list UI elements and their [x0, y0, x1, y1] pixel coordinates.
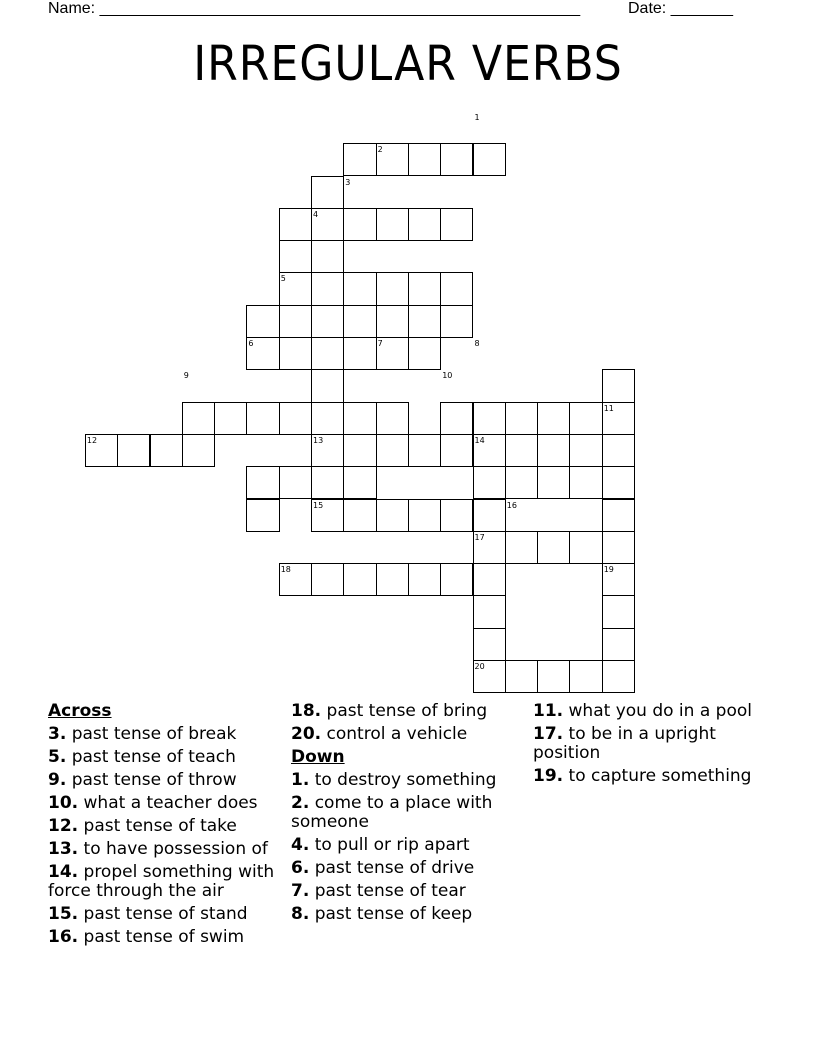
- clue-text: past tense of drive: [309, 858, 475, 878]
- grid-cell[interactable]: [602, 466, 635, 499]
- grid-cell[interactable]: [537, 434, 570, 467]
- grid-cell[interactable]: [343, 466, 376, 499]
- grid-cell[interactable]: [602, 531, 635, 564]
- clue-text: to capture something: [563, 766, 752, 786]
- clue-number: 20.: [291, 724, 322, 744]
- grid-cell[interactable]: [343, 305, 376, 338]
- across-clue: [48, 905, 284, 924]
- across-clue: [48, 771, 284, 790]
- down-clue: [533, 767, 753, 786]
- clue-text: what a teacher does: [78, 793, 258, 813]
- grid-cell[interactable]: [246, 305, 279, 338]
- grid-cell[interactable]: [150, 434, 183, 467]
- clue-text: past tense of stand: [78, 904, 248, 924]
- clue-text: to pull or rip apart: [309, 835, 470, 855]
- name-field-label: Name: ______________________________________________________: [48, 0, 581, 17]
- grid-cell[interactable]: [602, 434, 635, 467]
- grid-cell[interactable]: [246, 499, 279, 532]
- grid-cell[interactable]: [440, 208, 473, 241]
- down-clue: [291, 794, 521, 832]
- grid-clue-number: 2: [377, 145, 383, 155]
- grid-cell[interactable]: [376, 499, 409, 532]
- grid-cell[interactable]: [473, 466, 506, 499]
- clue-text: past tense of bring: [321, 701, 488, 721]
- clue-number: 19.: [533, 766, 564, 786]
- grid-clue-number: 10: [442, 371, 453, 381]
- clue-text: past tense of teach: [66, 747, 236, 767]
- grid-cell[interactable]: [376, 305, 409, 338]
- grid-cell[interactable]: [440, 272, 473, 305]
- grid-cell[interactable]: [440, 402, 473, 435]
- grid-cell[interactable]: [311, 337, 344, 370]
- grid-cell[interactable]: [440, 563, 473, 596]
- grid-cell[interactable]: [311, 563, 344, 596]
- clue-number: 16.: [48, 927, 79, 947]
- grid-clue-number: 16: [506, 500, 517, 510]
- grid-cell[interactable]: [569, 402, 602, 435]
- clue-number: 11.: [533, 701, 564, 721]
- clue-text: past tense of take: [78, 816, 237, 836]
- clue-number: 12.: [48, 816, 79, 836]
- clue-number: 10.: [48, 793, 79, 813]
- page-title: IRREGULAR VERBS: [193, 36, 623, 92]
- grid-cell[interactable]: [440, 499, 473, 532]
- grid-clue-number: 11: [603, 403, 614, 413]
- grid-cell[interactable]: [408, 305, 441, 338]
- clue-number: 4.: [291, 835, 310, 855]
- grid-cell[interactable]: [537, 531, 570, 564]
- grid-cell[interactable]: [408, 143, 441, 176]
- clue-number: 2.: [291, 793, 310, 813]
- grid-cell[interactable]: [182, 434, 215, 467]
- grid-cell[interactable]: [279, 305, 312, 338]
- grid-cell[interactable]: [246, 466, 279, 499]
- clue-number: 18.: [291, 701, 322, 721]
- clue-column-3: [533, 702, 753, 790]
- clue-text: what you do in a pool: [563, 701, 752, 721]
- grid-cell[interactable]: [602, 499, 635, 532]
- clue-number: 17.: [533, 724, 564, 744]
- clue-number: 7.: [291, 881, 310, 901]
- clue-number: 8.: [291, 904, 310, 924]
- grid-clue-number: 3: [345, 177, 351, 187]
- grid-cell[interactable]: [537, 402, 570, 435]
- clue-text: past tense of throw: [66, 770, 237, 790]
- grid-cell[interactable]: [473, 499, 506, 532]
- grid-cell[interactable]: [343, 434, 376, 467]
- grid-cell[interactable]: [376, 402, 409, 435]
- clue-number: 3.: [48, 724, 67, 744]
- grid-cell[interactable]: [279, 337, 312, 370]
- across-clue: [48, 863, 284, 901]
- grid-cell[interactable]: [473, 563, 506, 596]
- grid-cell[interactable]: [376, 208, 409, 241]
- grid-cell[interactable]: [602, 628, 635, 661]
- grid-clue-number: 7: [377, 339, 383, 348]
- grid-cell[interactable]: [537, 660, 570, 693]
- grid-cell[interactable]: [569, 434, 602, 467]
- clue-text: past tense of break: [66, 724, 237, 744]
- across-clue: [291, 702, 521, 721]
- grid-clue-number: 4: [313, 209, 319, 219]
- grid-clue-number: 18: [280, 565, 291, 575]
- grid-clue-number: 5: [280, 274, 286, 284]
- grid-cell[interactable]: [505, 434, 538, 467]
- across-clue: [48, 817, 284, 836]
- clue-text: past tense of swim: [78, 927, 245, 947]
- grid-cell[interactable]: [408, 208, 441, 241]
- grid-cell[interactable]: [473, 143, 506, 176]
- clue-number: 13.: [48, 839, 79, 859]
- down-clue: [533, 725, 753, 763]
- grid-cell[interactable]: [505, 466, 538, 499]
- grid-cell[interactable]: [408, 272, 441, 305]
- across-clue: [48, 840, 284, 859]
- grid-clue-number: 19: [603, 565, 614, 575]
- clue-text: to have possession of: [78, 839, 268, 859]
- grid-cell[interactable]: [376, 272, 409, 305]
- grid-cell[interactable]: [569, 531, 602, 564]
- down-clue: [291, 882, 521, 901]
- grid-cell[interactable]: [440, 143, 473, 176]
- grid-clue-number: 13: [313, 435, 324, 445]
- clue-text: to be in a upright position: [533, 724, 716, 763]
- grid-clue-number: 8: [474, 339, 480, 348]
- grid-cell[interactable]: [602, 595, 635, 628]
- across-clue: [291, 725, 521, 744]
- grid-clue-number: 9: [183, 371, 189, 381]
- grid-clue-number: 15: [313, 500, 324, 510]
- grid-cell[interactable]: [473, 595, 506, 628]
- grid-cell[interactable]: [602, 660, 635, 693]
- down-heading: Down: [291, 747, 345, 767]
- down-clue: [291, 836, 521, 855]
- grid-cell[interactable]: [311, 176, 344, 209]
- grid-cell[interactable]: [311, 369, 344, 402]
- grid-cell[interactable]: [343, 143, 376, 176]
- clue-number: 5.: [48, 747, 67, 767]
- grid-cell[interactable]: [569, 660, 602, 693]
- grid-cell[interactable]: [343, 563, 376, 596]
- grid-cell[interactable]: [537, 466, 570, 499]
- grid-cell[interactable]: [505, 660, 538, 693]
- grid-cell[interactable]: [408, 337, 441, 370]
- grid-cell[interactable]: [246, 402, 279, 435]
- grid-cell[interactable]: [376, 434, 409, 467]
- across-clue: [48, 748, 284, 767]
- grid-cell[interactable]: [343, 402, 376, 435]
- clue-number: 9.: [48, 770, 67, 790]
- grid-cell[interactable]: [505, 531, 538, 564]
- down-clue: [533, 702, 753, 721]
- grid-clue-number: 14: [474, 435, 485, 445]
- grid-cell[interactable]: [343, 208, 376, 241]
- grid-clue-number: 1: [474, 112, 480, 122]
- grid-cell[interactable]: [602, 369, 635, 402]
- clue-text: come to a place with someone: [291, 793, 493, 832]
- clue-number: 14.: [48, 862, 79, 882]
- grid-cell[interactable]: [473, 402, 506, 435]
- grid-cell[interactable]: [279, 402, 312, 435]
- grid-cell[interactable]: [408, 563, 441, 596]
- clue-text: past tense of keep: [309, 904, 473, 924]
- grid-cell[interactable]: [182, 402, 215, 435]
- clue-text: past tense of tear: [309, 881, 466, 901]
- grid-clue-number: 6: [248, 339, 254, 348]
- down-clue: [291, 771, 521, 790]
- date-field-label: Date: _______: [628, 0, 733, 17]
- clue-text: to destroy something: [309, 770, 497, 790]
- across-clue: [48, 928, 284, 947]
- grid-cell[interactable]: [279, 466, 312, 499]
- grid-cell[interactable]: [505, 402, 538, 435]
- grid-cell[interactable]: [408, 499, 441, 532]
- clue-column-2: [291, 702, 521, 928]
- grid-cell[interactable]: [569, 466, 602, 499]
- grid-cell[interactable]: [311, 402, 344, 435]
- down-clue: [291, 859, 521, 878]
- clue-number: 6.: [291, 858, 310, 878]
- across-clue: [48, 794, 284, 813]
- grid-clue-number: 12: [86, 435, 98, 445]
- grid-cell[interactable]: [279, 208, 312, 241]
- grid-cell[interactable]: [311, 240, 344, 273]
- grid-cell[interactable]: [376, 563, 409, 596]
- clue-text: control a vehicle: [321, 724, 468, 744]
- grid-clue-number: 17: [474, 532, 485, 542]
- grid-cell[interactable]: [440, 305, 473, 338]
- grid-cell[interactable]: [408, 434, 441, 467]
- clue-text: propel something with force through the air: [48, 862, 275, 901]
- grid-cell[interactable]: [343, 499, 376, 532]
- grid-cell[interactable]: [343, 272, 376, 305]
- grid-cell[interactable]: [214, 402, 247, 435]
- grid-cell[interactable]: [311, 466, 344, 499]
- clue-column-1: [48, 702, 284, 951]
- grid-cell[interactable]: [311, 272, 344, 305]
- grid-cell[interactable]: [279, 240, 312, 273]
- across-heading: Across: [48, 701, 112, 721]
- grid-cell[interactable]: [117, 434, 150, 467]
- grid-cell[interactable]: [473, 628, 506, 661]
- grid-cell[interactable]: [440, 434, 473, 467]
- across-clue: [48, 725, 284, 744]
- clue-number: 1.: [291, 770, 310, 790]
- clue-number: 15.: [48, 904, 79, 924]
- grid-cell[interactable]: [343, 337, 376, 370]
- down-clue: [291, 905, 521, 924]
- grid-clue-number: 20: [474, 662, 485, 671]
- grid-cell[interactable]: [311, 305, 344, 338]
